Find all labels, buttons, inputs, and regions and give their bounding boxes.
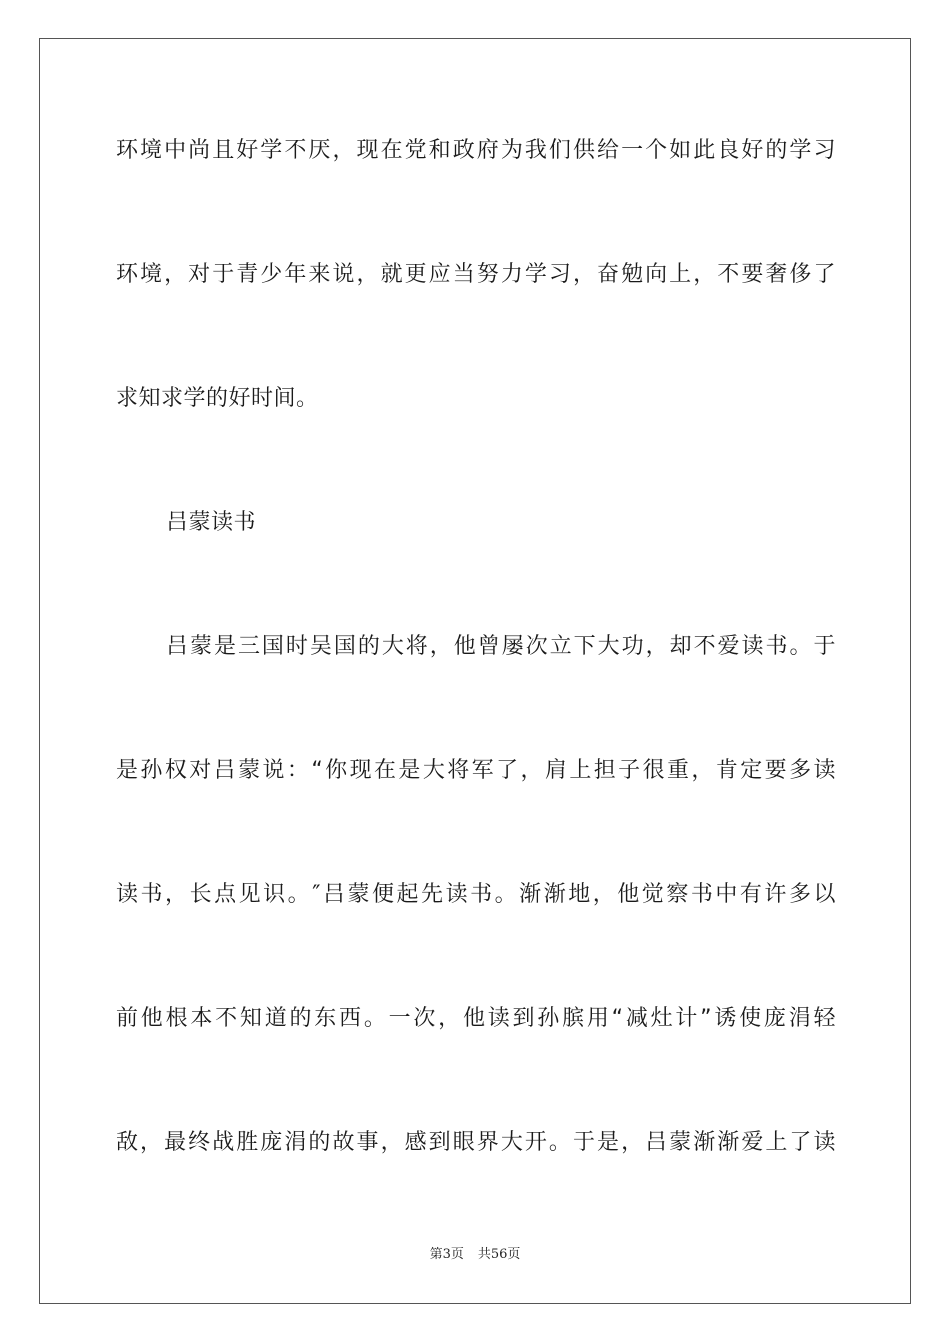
page-border	[39, 38, 911, 1304]
body-line-5: 吕蒙是三国时吴国的大将，他曾屡次立下大功，却不爱读书。于	[166, 634, 836, 659]
page-total: 共56页	[477, 1247, 521, 1262]
body-line-1: 环境中尚且好学不厌，现在党和政府为我们供给一个如此良好的学习	[116, 138, 836, 163]
body-line-6: 是孙权对吕蒙说：“你现在是大将军了，肩上担子很重，肯定要多读	[116, 758, 836, 783]
body-line-2: 环境，对于青少年来说，就更应当努力学习，奋勉向上，不要奢侈了	[116, 262, 836, 287]
page-footer	[0, 1246, 950, 1264]
body-line-7: 读书，长点见识。″吕蒙便起先读书。渐渐地，他觉察书中有许多以	[116, 882, 836, 907]
body-line-8: 前他根本不知道的东西。一次，他读到孙膑用“减灶计”诱使庞涓轻	[116, 1006, 836, 1031]
body-line-9: 敌，最终战胜庞涓的故事，感到眼界大开。于是，吕蒙渐渐爱上了读	[116, 1130, 836, 1155]
page-number: 第3页	[429, 1247, 464, 1262]
section-heading: 吕蒙读书	[166, 510, 257, 535]
body-line-3: 求知求学的好时间。	[116, 386, 319, 411]
